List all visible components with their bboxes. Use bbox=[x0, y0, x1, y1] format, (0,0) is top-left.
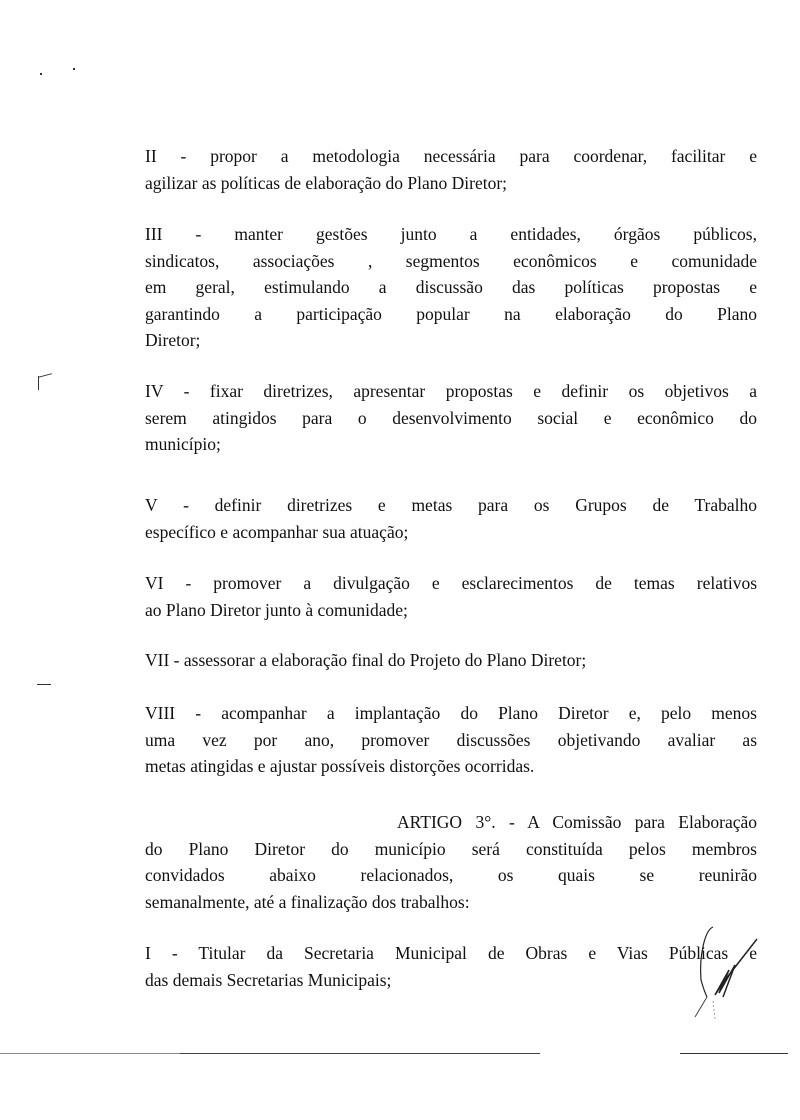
item-vii bbox=[145, 647, 757, 674]
item-iii bbox=[145, 221, 757, 354]
punch-mark bbox=[38, 373, 52, 378]
text-line: I - Titular da Secretaria Municipal de Obras e Vias Públicas e bbox=[145, 943, 757, 963]
speck bbox=[73, 68, 75, 70]
article-heading-line: ARTIGO 3°. - A Comissão para Elaboração bbox=[397, 812, 757, 832]
scan-edge-line bbox=[180, 1053, 540, 1054]
text-line: II - propor a metodologia necessária para coordenar, facilitar e bbox=[145, 146, 757, 166]
text-line: VIII - acompanhar a implantação do Plano Diretor e, pelo menos bbox=[145, 703, 757, 723]
punch-mark bbox=[38, 376, 39, 390]
item-i bbox=[145, 940, 757, 993]
text-line: metas atingidas e ajustar possíveis distorções ocorridas. bbox=[145, 756, 535, 776]
signature-initials bbox=[685, 925, 765, 1020]
text-line: sindicatos, associações , segmentos econômicos e comunidade bbox=[145, 250, 757, 271]
text-line: VII - assessorar a elaboração final do Projeto do Plano Diretor; bbox=[145, 650, 587, 670]
item-v bbox=[145, 492, 757, 545]
text-line: uma vez por ano, promover discussões objetivando avaliar as bbox=[145, 729, 757, 750]
text-line: do Plano Diretor do município será constituída pelos membros bbox=[145, 838, 757, 859]
text-line: município; bbox=[145, 434, 221, 454]
artigo-3 bbox=[145, 809, 757, 915]
text-line: convidados abaixo relacionados, os quais se reunirão bbox=[145, 865, 757, 885]
text-line: III - manter gestões junto a entidades, órgãos públicos, bbox=[145, 224, 757, 244]
text-line: VI - promover a divulgação e esclarecimentos de temas relativos bbox=[145, 573, 757, 593]
item-viii bbox=[145, 700, 757, 780]
item-iv bbox=[145, 378, 757, 458]
punch-mark bbox=[37, 684, 51, 685]
scan-edge-line bbox=[680, 1053, 788, 1054]
text-line: específico e acompanhar sua atuação; bbox=[145, 521, 409, 542]
text-line: Diretor; bbox=[145, 330, 201, 350]
text-line: V - definir diretrizes e metas para os Grupos de Trabalho bbox=[145, 495, 757, 515]
text-line: IV - fixar diretrizes, apresentar propostas e definir os objetivos a bbox=[145, 381, 757, 401]
text-line: das demais Secretarias Municipais; bbox=[145, 969, 392, 990]
speck bbox=[40, 73, 42, 75]
text-line: garantindo a participação popular na elaboração do Plano bbox=[145, 303, 757, 324]
text-line: em geral, estimulando a discussão das políticas propostas e bbox=[145, 277, 757, 297]
text-line: serem atingidos para o desenvolvimento social e econômico do bbox=[145, 407, 757, 428]
text-line: agilizar as políticas de elaboração do Plano Diretor; bbox=[145, 172, 508, 193]
item-ii bbox=[145, 143, 757, 196]
item-vi bbox=[145, 570, 757, 623]
text-line: semanalmente, até a finalização dos trabalhos: bbox=[145, 891, 470, 912]
text-line: ao Plano Diretor junto à comunidade; bbox=[145, 599, 408, 620]
